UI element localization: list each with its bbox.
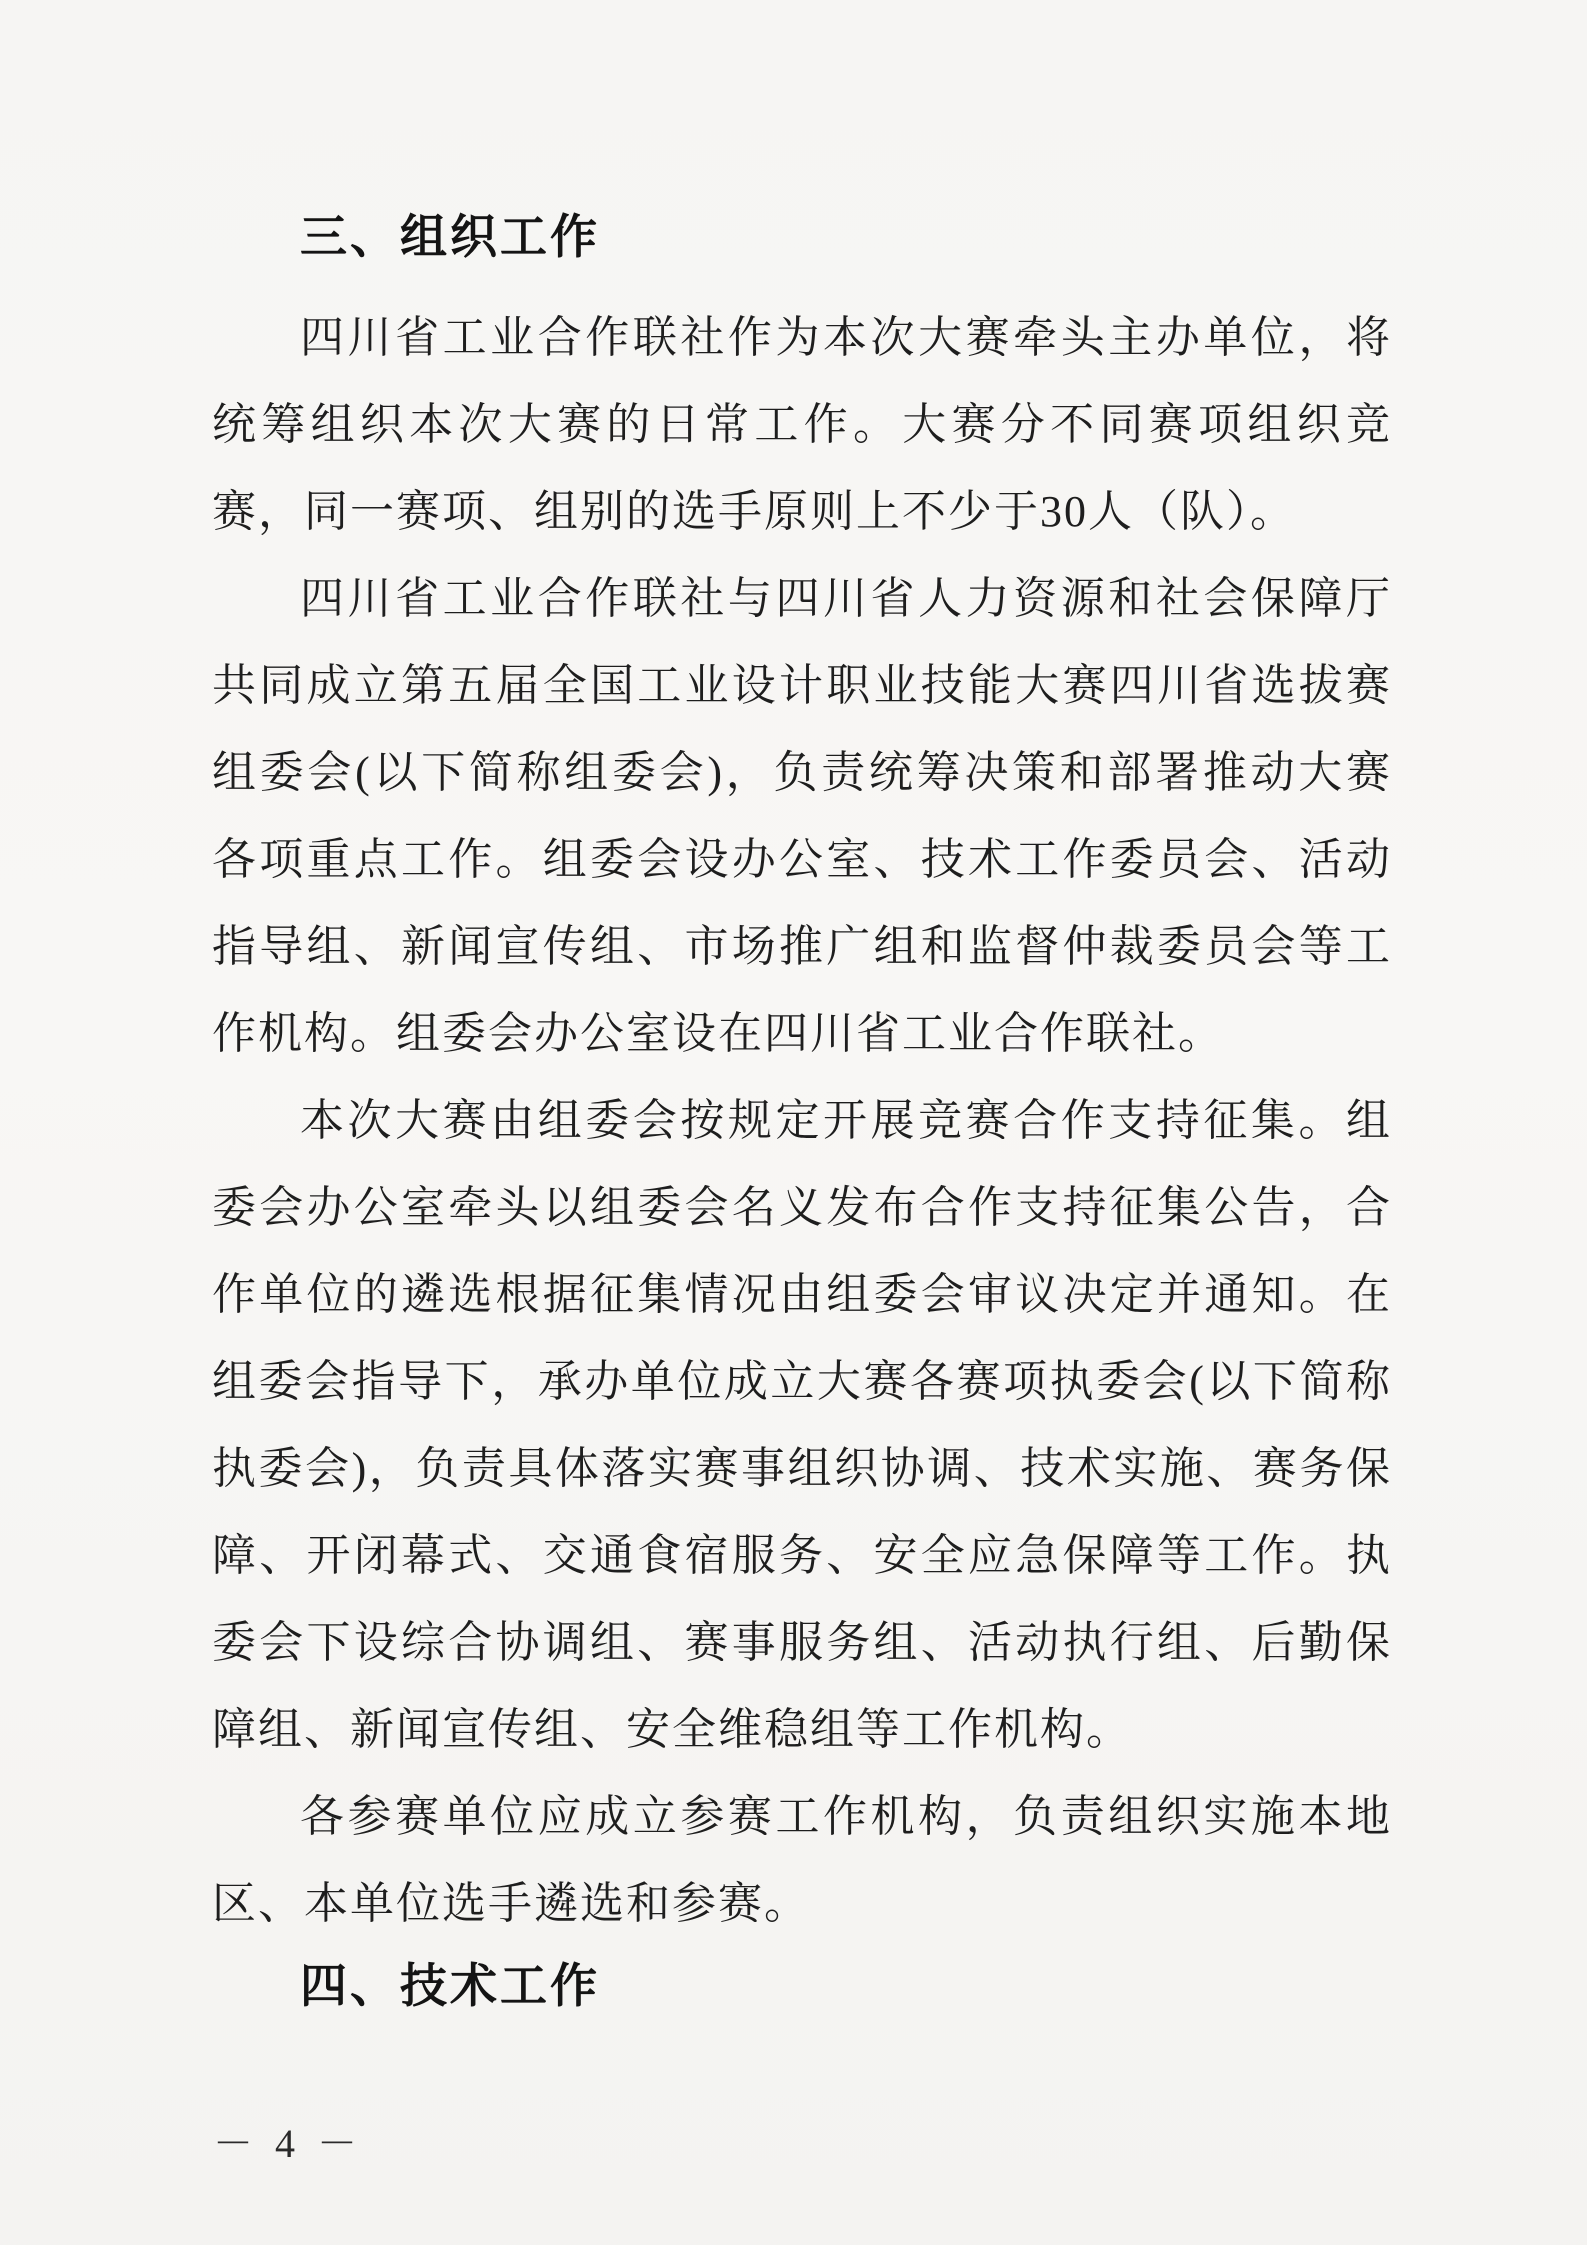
section-heading-technical-work: 四、技术工作 (300, 1959, 600, 2012)
paragraph-host-unit: 四川省工业合作联社作为本次大赛牵头主办单位，将统筹组织本次大赛的日常工作。大赛分不同赛项组织竞赛，同一赛项、组别的选手原则上不少于30人（队）。 (212, 313, 1392, 536)
page-number: － 4 － (213, 2121, 363, 2166)
paragraph-participating-units: 各参赛单位应成立参赛工作机构，负责组织实施本地区、本单位选手遴选和参赛。 (212, 1792, 1392, 1928)
section-body (212, 294, 1392, 1947)
document-content (212, 212, 1392, 2011)
section-heading-organization-work: 三、组织工作 (300, 210, 600, 263)
paragraph-organizing-committee: 四川省工业合作联社与四川省人力资源和社会保障厅共同成立第五届全国工业设计职业技能大赛四川省选拔赛组委会(以下简称组委会)，负责统筹决策和部署推动大赛各项重点工作。组委会设办公室、技术工作委员会、活动指导组、新闻宣传组、市场推广组和监督仲裁委员会等工作机构。组委会办公室设在四川省工业合作联社。 (212, 574, 1392, 1058)
paragraph-executive-committee: 本次大赛由组委会按规定开展竞赛合作支持征集。组委会办公室牵头以组委会名义发布合作支持征集公告，合作单位的遴选根据征集情况由组委会审议决定并通知。在组委会指导下，承办单位成立大赛各赛项执委会(以下简称执委会)，负责具体落实赛事组织协调、技术实施、赛务保障、开闭幕式、交通食宿服务、安全应急保障等工作。执委会下设综合协调组、赛事服务组、活动执行组、后勤保障组、新闻宣传组、安全维稳组等工作机构。 (212, 1096, 1392, 1754)
